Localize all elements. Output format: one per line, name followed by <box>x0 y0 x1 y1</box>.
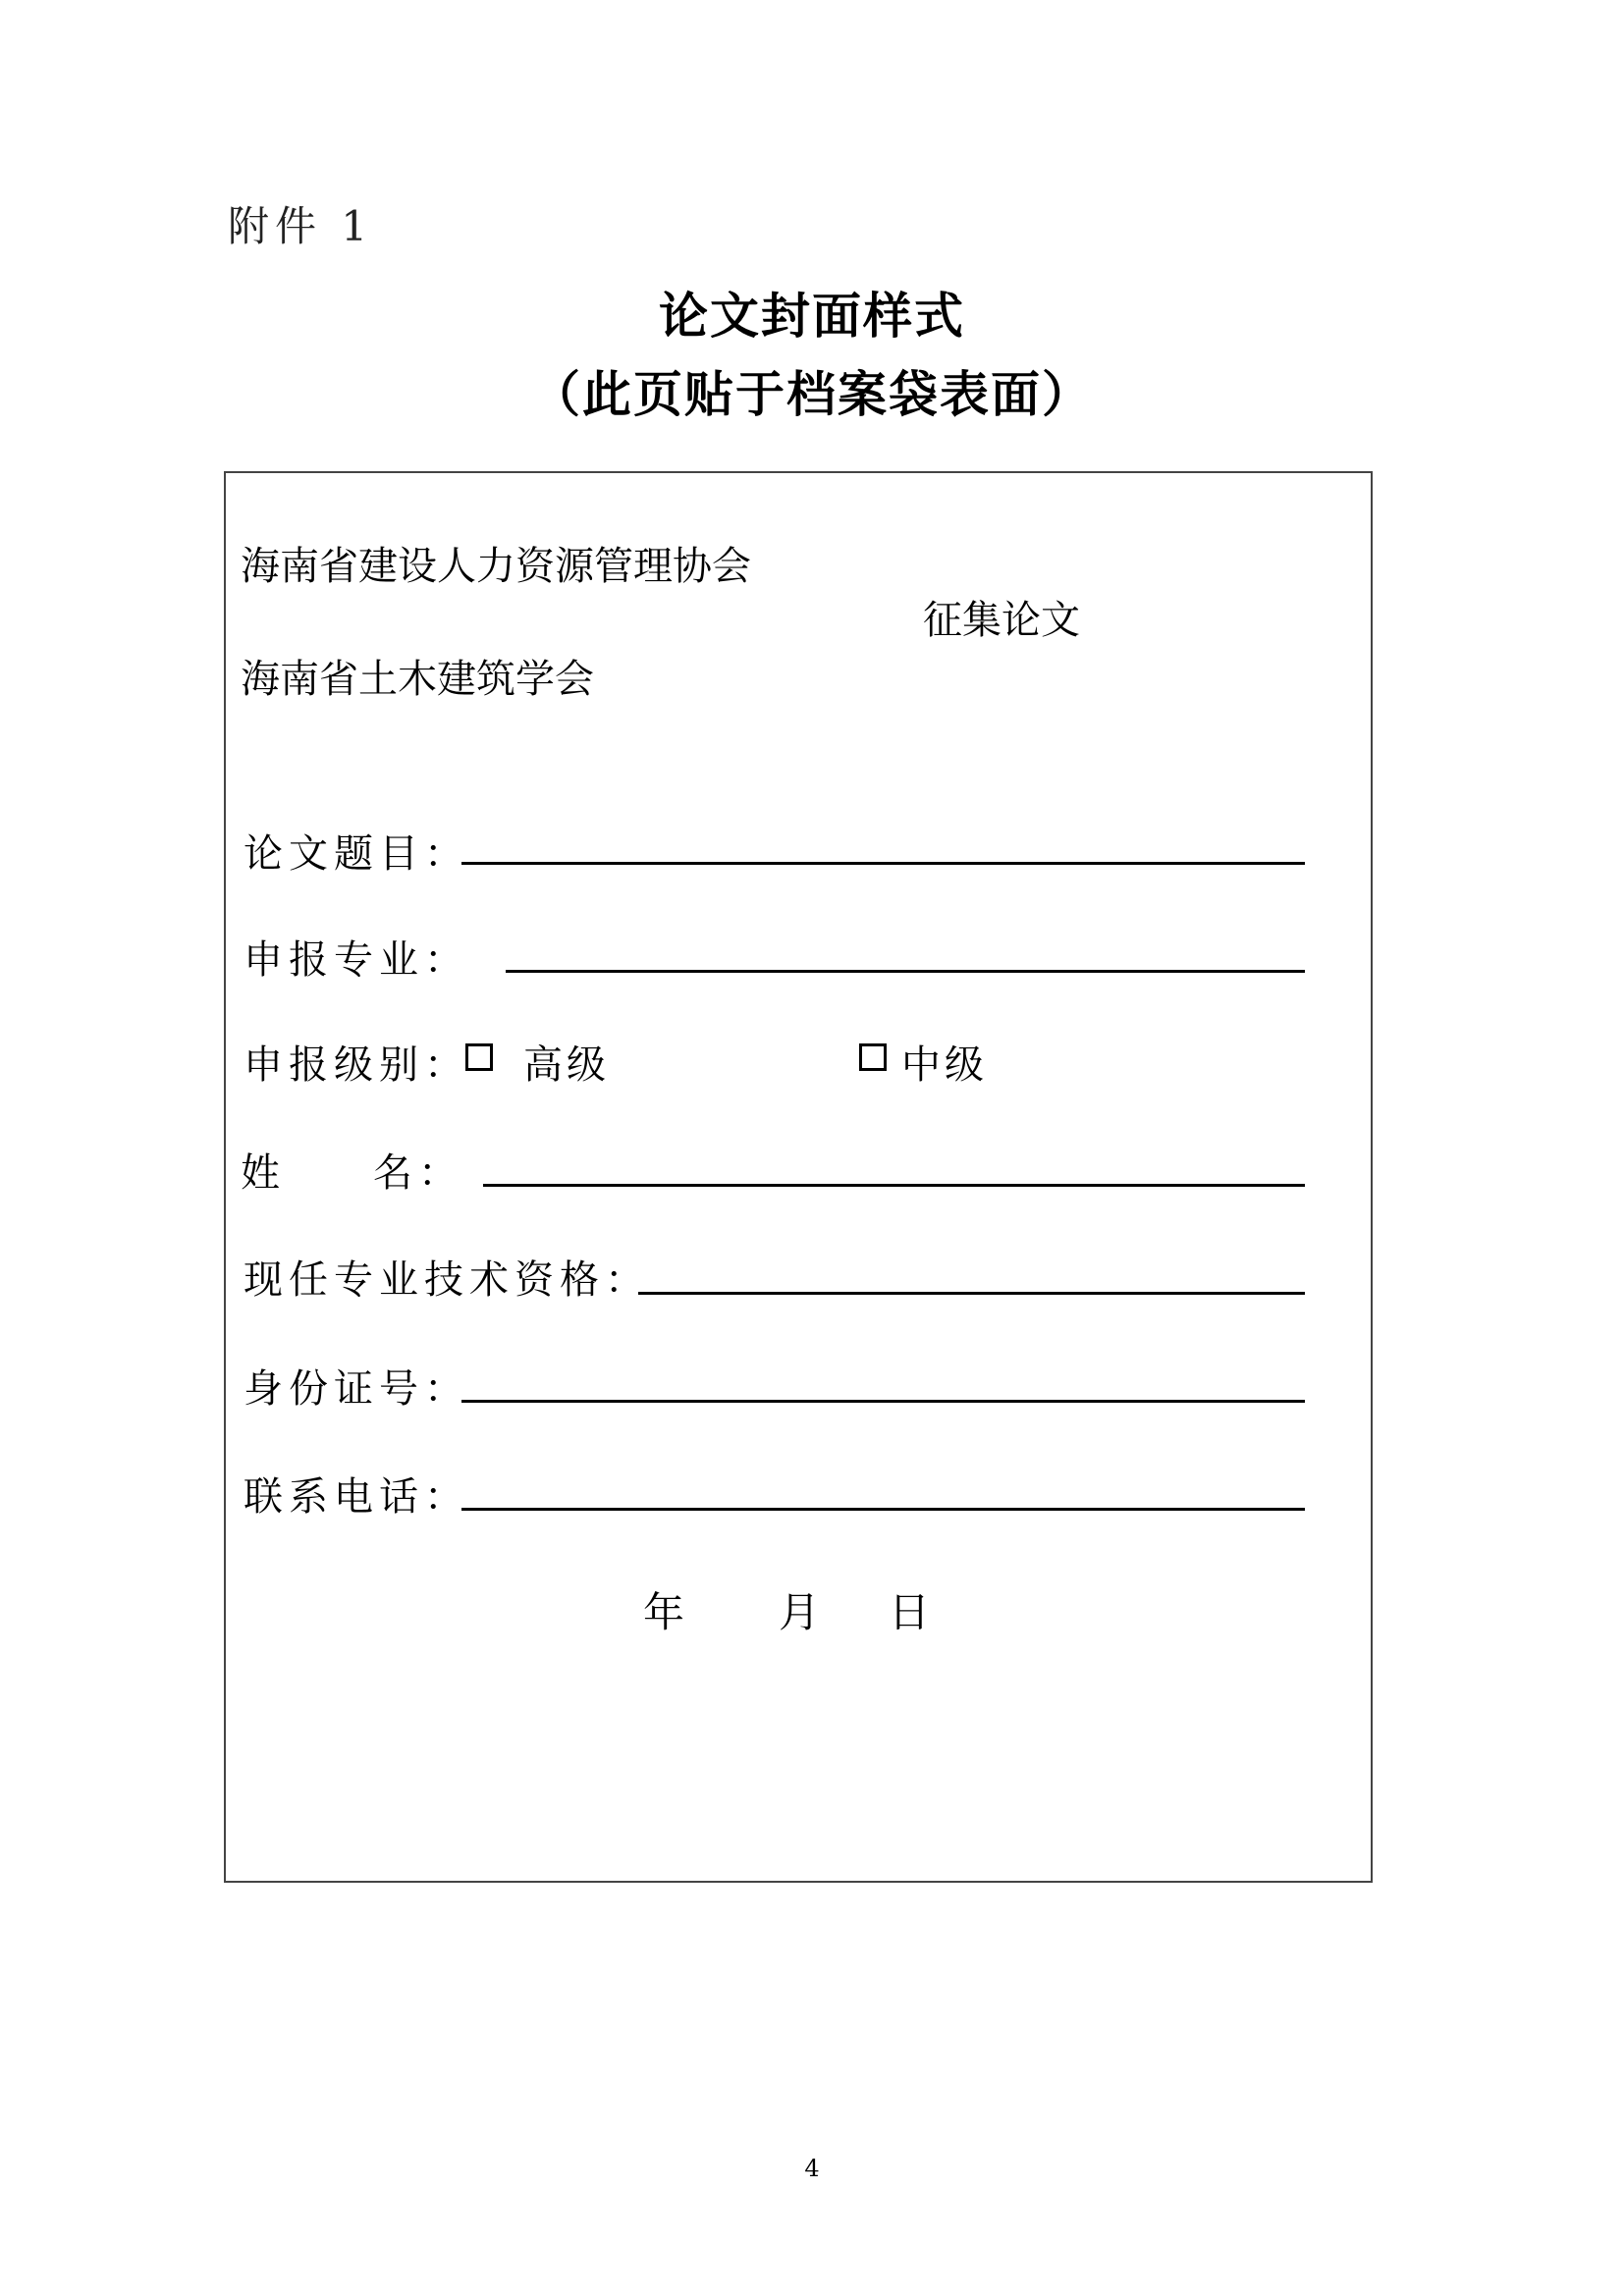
document-title: 论文封面样式 <box>659 287 965 345</box>
name-label-first-char: 姓 <box>241 1150 286 1196</box>
organizer-2: 海南省土木建筑学会 <box>241 657 594 702</box>
call-for-papers-label: 征集论文 <box>923 598 1080 643</box>
senior-level-option-label: 高级 <box>523 1042 610 1088</box>
date-year-label: 年 <box>643 1588 685 1636</box>
qualification-field[interactable] <box>638 1292 1305 1295</box>
date-day-label: 日 <box>889 1588 931 1636</box>
date-month-label: 月 <box>779 1588 821 1636</box>
document-subtitle: （此页贴于档案袋表面） <box>531 365 1093 423</box>
paper-title-field[interactable] <box>461 862 1305 865</box>
name-field[interactable] <box>483 1184 1305 1187</box>
organizer-1: 海南省建设人力资源管理协会 <box>241 544 751 589</box>
major-field[interactable] <box>506 970 1305 973</box>
qualification-label: 现任专业技术资格： <box>244 1257 650 1303</box>
id-number-label: 身份证号： <box>244 1366 469 1412</box>
id-number-field[interactable] <box>461 1400 1305 1403</box>
attachment-label: 附件 1 <box>228 202 374 250</box>
paper-title-label: 论文题目： <box>244 831 469 877</box>
phone-label: 联系电话： <box>244 1474 469 1520</box>
page-number: 4 <box>804 2155 820 2182</box>
name-label-second-char: 名： <box>373 1150 463 1196</box>
intermediate-level-checkbox[interactable] <box>859 1043 887 1071</box>
phone-field[interactable] <box>461 1508 1305 1511</box>
senior-level-checkbox[interactable] <box>465 1043 493 1071</box>
intermediate-level-option-label: 中级 <box>901 1042 988 1088</box>
level-label: 申报级别： <box>244 1042 469 1088</box>
major-label: 申报专业： <box>244 937 469 983</box>
